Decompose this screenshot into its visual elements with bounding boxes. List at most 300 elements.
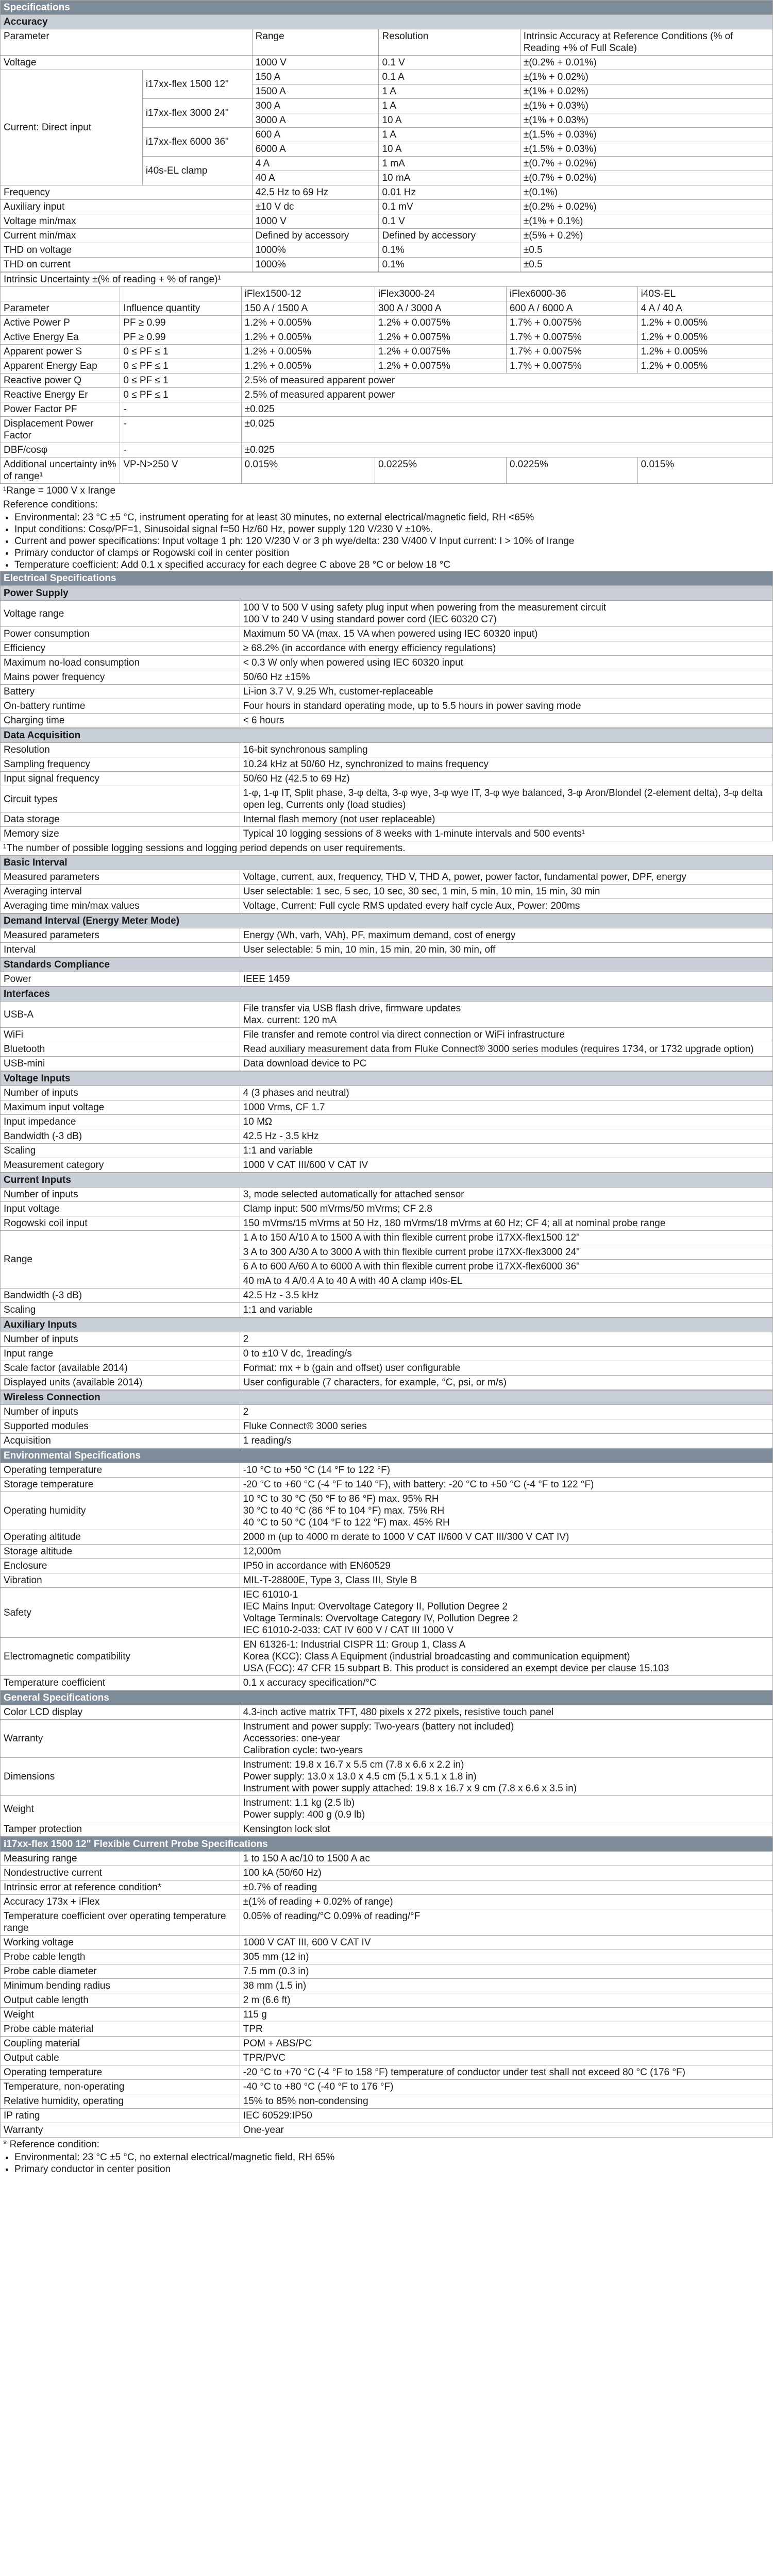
section-title: Power Supply (1, 586, 773, 601)
spec-value (240, 1638, 772, 1676)
spec-label: Operating temperature (1, 2065, 240, 2080)
spec-value (240, 1588, 772, 1638)
table-cell: 0.015% (637, 457, 772, 484)
table-row (1, 899, 773, 913)
spec-label: Tamper protection (1, 1822, 240, 1837)
table-row (1, 1720, 773, 1758)
table-row (1, 1478, 773, 1492)
table-cell: ±0.025 (241, 402, 772, 417)
spec-value: ≥ 68.2% (in accordance with energy efficiency regulations) (240, 641, 772, 656)
table-row (1, 1028, 773, 1042)
table-cell: 1 A (379, 84, 520, 99)
spec-value: 10 MΩ (240, 1115, 772, 1129)
uncertainty-title-row (1, 273, 773, 287)
section-title: i17xx-flex 1500 12" Flexible Current Probe Specifications (1, 1837, 773, 1852)
spec-value: 0.1 x accuracy specification/°C (240, 1676, 772, 1690)
spec-label: Memory size (1, 827, 240, 841)
table-row (1, 1852, 773, 1866)
table-row (1, 316, 773, 330)
table-cell: 0.015% (241, 457, 375, 484)
spec-value: One-year (240, 2123, 772, 2138)
table-row (1, 1964, 773, 1979)
table-row (1, 2037, 773, 2051)
column-header: Resolution (379, 29, 520, 56)
table-cell: 1.2% + 0.005% (637, 330, 772, 345)
table-row (1, 2065, 773, 2080)
spec-label: Warranty (1, 2123, 240, 2138)
table-cell: VP-N>250 V (120, 457, 241, 484)
table-row (1, 827, 773, 841)
spec-value: Li-ion 3.7 V, 9.25 Wh, customer-replaceable (240, 685, 772, 699)
table-row (1, 1202, 773, 1216)
current-inputs-table (0, 1173, 773, 1317)
electrical-header (1, 571, 773, 586)
spec-value (240, 1720, 772, 1758)
table-row (1, 1909, 773, 1936)
spec-label: Storage temperature (1, 1478, 240, 1492)
table-cell: THD on current (1, 258, 253, 272)
table-row (1, 1993, 773, 2008)
spec-value: Format: mx + b (gain and offset) user configurable (240, 1361, 772, 1376)
table-row (1, 870, 773, 885)
table-row (1, 885, 773, 899)
uncertainty-section (0, 272, 773, 571)
spec-value: 1:1 and variable (240, 1144, 772, 1158)
voltage-inputs-table (0, 1071, 773, 1173)
table-row (1, 70, 773, 84)
table-cell: 0.1 mV (379, 200, 520, 214)
table-cell: ±(1% + 0.1%) (520, 214, 772, 229)
spec-label: Output cable length (1, 1993, 240, 2008)
spec-value: 1 A to 150 A/10 A to 1500 A with thin flexible current probe i17XX-flex1500 12" (240, 1231, 772, 1245)
uncertainty-table (0, 272, 773, 484)
table-cell: 0.1 V (379, 214, 520, 229)
section-title: Wireless Connection (1, 1391, 773, 1405)
table-row (1, 1405, 773, 1419)
spec-label: Rogowski coil input (1, 1216, 240, 1231)
reference-item: • Current and power specifications: Input voltage 1 ph: 120 V/230 V or 3 ph wye/delta: 230 V/400 V Input current: I > 10% of Irange (14, 535, 773, 547)
table-row (1, 1419, 773, 1434)
table-row (1, 1979, 773, 1993)
spec-value: Read auxiliary measurement data from Fluke Connect® 3000 series modules (requires 1734, or 1732 upgrade option) (240, 1042, 772, 1057)
table-row (1, 1086, 773, 1100)
accuracy-subheader (1, 15, 773, 29)
reference-item: • Temperature coefficient: Add 0.1 x specified accuracy for each degree C above 28 °C or below 18 °C (14, 559, 773, 571)
cell-line: EN 61326-1: Industrial CISPR 11: Group 1, Class A (243, 1639, 466, 1650)
table-row (1, 1638, 773, 1676)
table-row (1, 786, 773, 812)
spec-value: 16-bit synchronous sampling (240, 743, 772, 757)
table-row (1, 1545, 773, 1559)
spec-label: USB-mini (1, 1057, 240, 1071)
table-cell: 1.7% + 0.0075% (506, 359, 637, 374)
accuracy-header-row (1, 29, 773, 56)
reference-item: • Primary conductor of clamps or Rogowski coil in center position (14, 547, 773, 559)
spec-label: Probe cable material (1, 2022, 240, 2037)
environmental-section (0, 1448, 773, 1690)
probe-name: i40s-EL clamp (142, 157, 252, 185)
section-header-row (1, 1072, 773, 1086)
table-cell: ±(5% + 0.2%) (520, 229, 772, 243)
table-cell: 1.2% + 0.0075% (375, 359, 506, 374)
uncertainty-header-row (1, 301, 773, 316)
table-cell: Active Energy Ea (1, 330, 120, 345)
spec-value: 0 to ±10 V dc, 1reading/s (240, 1347, 772, 1361)
spec-label: Maximum no-load consumption (1, 656, 240, 670)
spec-value: 2 (240, 1405, 772, 1419)
table-row (1, 2008, 773, 2022)
table-cell: 0.1 V (379, 56, 520, 70)
section-title: Demand Interval (Energy Meter Mode) (1, 914, 773, 928)
spec-value: 42.5 Hz - 3.5 kHz (240, 1289, 772, 1303)
table-row (1, 402, 773, 417)
cell-line: 100 V to 500 V using safety plug input when powering from the measurement circuit (243, 602, 607, 613)
spec-label: Charging time (1, 714, 240, 728)
table-row (1, 627, 773, 641)
environmental-table (0, 1448, 773, 1690)
spec-label: Bandwidth (-3 dB) (1, 1129, 240, 1144)
spec-value: User configurable (7 characters, for example, °C, psi, or m/s) (240, 1376, 772, 1390)
table-row (1, 258, 773, 272)
spec-label: Averaging time min/max values (1, 899, 240, 913)
cell-line: Instrument with power supply attached: 19.8 x 16.7 x 9 cm (7.8 x 6.6 x 3.5 in) (243, 1783, 577, 1794)
spec-value: 1000 V CAT III, 600 V CAT IV (240, 1936, 772, 1950)
spec-label: Minimum bending radius (1, 1979, 240, 1993)
table-row (1, 699, 773, 714)
reference-list (0, 512, 773, 571)
table-row (1, 1530, 773, 1545)
table-cell: Frequency (1, 185, 253, 200)
spec-label: Storage altitude (1, 1545, 240, 1559)
table-row (1, 214, 773, 229)
column-header: 300 A / 3000 A (375, 301, 506, 316)
spec-value: Fluke Connect® 3000 series (240, 1419, 772, 1434)
table-row (1, 656, 773, 670)
spec-value: 2000 m (up to 4000 m derate to 1000 V CAT II/600 V CAT III/300 V CAT IV) (240, 1530, 772, 1545)
table-cell: 1.2% + 0.0075% (375, 345, 506, 359)
table-cell: ±(1.5% + 0.03%) (520, 128, 772, 142)
table-cell: 1.7% + 0.0075% (506, 330, 637, 345)
cell-line: Power supply: 13.0 x 13.0 x 4.5 cm (5.1 x 5.1 x 1.8 in) (243, 1771, 477, 1782)
table-row (1, 359, 773, 374)
column-header: Range (252, 29, 379, 56)
spec-value: TPR/PVC (240, 2051, 772, 2065)
table-cell: 1.2% + 0.005% (241, 359, 375, 374)
spec-value: 1 reading/s (240, 1434, 772, 1448)
section-header-row (1, 728, 773, 743)
spec-value: User selectable: 1 sec, 5 sec, 10 sec, 30 sec, 1 min, 5 min, 10 min, 15 min, 30 min (240, 885, 772, 899)
section-header-row (1, 1837, 773, 1852)
table-row (1, 457, 773, 484)
table-cell: 150 A (252, 70, 379, 84)
uncertainty-header-row (1, 287, 773, 301)
accuracy-section (0, 0, 773, 272)
spec-label: Scaling (1, 1303, 240, 1317)
column-header: 4 A / 40 A (637, 301, 772, 316)
column-header: i40S-EL (637, 287, 772, 301)
spec-label: Input range (1, 1347, 240, 1361)
cell-line: USA (FCC): 47 CFR 15 subpart B. This product is considered an exempt device per clause 15.103 (243, 1663, 669, 1674)
table-cell: 0.01 Hz (379, 185, 520, 200)
spec-label: Nondestructive current (1, 1866, 240, 1880)
table-row (1, 1758, 773, 1796)
spec-value: TPR (240, 2022, 772, 2037)
table-cell: 3000 A (252, 113, 379, 128)
spec-value: 2 m (6.6 ft) (240, 1993, 772, 2008)
spec-label: Measured parameters (1, 870, 240, 885)
table-row (1, 757, 773, 772)
table-row (1, 1434, 773, 1448)
spec-label: Weight (1, 1796, 240, 1822)
spec-label: Scale factor (available 2014) (1, 1361, 240, 1376)
spec-label: Intrinsic error at reference condition* (1, 1880, 240, 1895)
section-title: Electrical Specifications (1, 571, 773, 586)
table-row (1, 812, 773, 827)
spec-value: File transfer and remote control via direct connection or WiFi infrastructure (240, 1028, 772, 1042)
spec-label: Input voltage (1, 1202, 240, 1216)
table-cell: 6000 A (252, 142, 379, 157)
spec-label: Temperature coefficient (1, 1676, 240, 1690)
standards-table (0, 957, 773, 987)
section-header-row (1, 958, 773, 972)
table-row (1, 1492, 773, 1530)
cell-line: IEC 61010-1 (243, 1589, 298, 1600)
spec-label: Scaling (1, 1144, 240, 1158)
spec-value: 42.5 Hz - 3.5 kHz (240, 1129, 772, 1144)
cell-line: Korea (KCC): Class A Equipment (industrial broadcasting and communication equipment) (243, 1651, 630, 1662)
table-row (1, 743, 773, 757)
table-row (1, 670, 773, 685)
section-header-row (1, 1449, 773, 1463)
cell-line: Power supply: 400 g (0.9 lb) (243, 1809, 365, 1820)
table-cell: PF ≥ 0.99 (120, 330, 241, 345)
spec-label: Number of inputs (1, 1405, 240, 1419)
spec-value: 40 mA to 4 A/0.4 A to 40 A with 40 A clamp i40s-EL (240, 1274, 772, 1289)
table-cell: 1 mA (379, 157, 520, 171)
table-row (1, 1573, 773, 1588)
column-header: iFlex6000-36 (506, 287, 637, 301)
spec-value: 7.5 mm (0.3 in) (240, 1964, 772, 1979)
spec-value: POM + ABS/PC (240, 2037, 772, 2051)
table-cell: 10 A (379, 113, 520, 128)
cell-line: Instrument: 1.1 kg (2.5 lb) (243, 1798, 355, 1808)
column-header: Intrinsic Accuracy at Reference Conditions (% of Reading +% of Full Scale) (520, 29, 772, 56)
table-row (1, 714, 773, 728)
table-cell: 600 A (252, 128, 379, 142)
spec-label: Measured parameters (1, 928, 240, 943)
spec-label: Electromagnetic compatibility (1, 1638, 240, 1676)
table-cell: Active Power P (1, 316, 120, 330)
electrical-title-table (0, 571, 773, 586)
table-cell: 0 ≤ PF ≤ 1 (120, 359, 241, 374)
section-header-row (1, 987, 773, 1002)
table-row (1, 1289, 773, 1303)
table-row (1, 1158, 773, 1173)
spec-label: Circuit types (1, 786, 240, 812)
spec-label: Accuracy 173x + iFlex (1, 1895, 240, 1909)
spec-label: Number of inputs (1, 1188, 240, 1202)
column-header: iFlex3000-24 (375, 287, 506, 301)
table-row (1, 417, 773, 443)
footnote: ¹The number of possible logging sessions and logging period depends on user requirements. (3, 843, 406, 854)
section-title: Basic Interval (1, 856, 773, 870)
spec-label: Power (1, 972, 240, 987)
table-row (1, 1057, 773, 1071)
table-cell: ±(1% + 0.02%) (520, 84, 772, 99)
reference-list (0, 2151, 773, 2175)
section-title: Voltage Inputs (1, 1072, 773, 1086)
table-row (1, 229, 773, 243)
spec-value: 50/60 Hz ±15% (240, 670, 772, 685)
table-cell: Current min/max (1, 229, 253, 243)
spec-value: Maximum 50 VA (max. 15 VA when powered using IEC 60320 input) (240, 627, 772, 641)
table-row (1, 1895, 773, 1909)
spec-value: Voltage, current, aux, frequency, THD V, THD A, power, power factor, fundamental power, DPF, energy (240, 870, 772, 885)
table-cell: 1000 V (252, 56, 379, 70)
table-cell: Additional uncertainty in% of range¹ (1, 457, 120, 484)
spec-value: IP50 in accordance with EN60529 (240, 1559, 772, 1573)
table-row (1, 443, 773, 457)
table-cell: 1000 V (252, 214, 379, 229)
table-cell: 1.2% + 0.0075% (375, 316, 506, 330)
column-header: 600 A / 6000 A (506, 301, 637, 316)
spec-value: 1000 Vrms, CF 1.7 (240, 1100, 772, 1115)
table-cell: 1000% (252, 258, 379, 272)
section-header-row (1, 586, 773, 601)
spec-label: Output cable (1, 2051, 240, 2065)
table-row (1, 1796, 773, 1822)
spec-label: Operating altitude (1, 1530, 240, 1545)
spec-label: USB-A (1, 1002, 240, 1028)
table-row (1, 1144, 773, 1158)
table-cell: ±(1.5% + 0.03%) (520, 142, 772, 157)
table-cell: 2.5% of measured apparent power (241, 374, 772, 388)
accuracy-table (0, 0, 773, 272)
column-header: iFlex1500-12 (241, 287, 375, 301)
spec-label: Maximum input voltage (1, 1100, 240, 1115)
table-row (1, 330, 773, 345)
spec-label: Temperature, non-operating (1, 2080, 240, 2094)
table-cell: ±(0.7% + 0.02%) (520, 157, 772, 171)
table-row (1, 1188, 773, 1202)
section-title: Accuracy (1, 15, 773, 29)
spec-value: 38 mm (1.5 in) (240, 1979, 772, 1993)
spec-value: < 6 hours (240, 714, 772, 728)
spec-label: Probe cable diameter (1, 1964, 240, 1979)
section-title: Interfaces (1, 987, 773, 1002)
spec-label: Safety (1, 1588, 240, 1638)
table-row (1, 345, 773, 359)
spec-value: 1:1 and variable (240, 1303, 772, 1317)
table-cell: Defined by accessory (252, 229, 379, 243)
spec-label: Voltage range (1, 601, 240, 627)
table-cell: 1.2% + 0.0075% (375, 330, 506, 345)
data-acquisition-table (0, 728, 773, 841)
spec-label: Sampling frequency (1, 757, 240, 772)
table-cell: THD on voltage (1, 243, 253, 258)
table-cell: ±(0.2% + 0.02%) (520, 200, 772, 214)
section-title: Data Acquisition (1, 728, 773, 743)
power-supply-table (0, 586, 773, 728)
specifications-header (1, 1, 773, 15)
table-cell: - (120, 402, 241, 417)
interfaces-table (0, 987, 773, 1071)
table-cell: 10 A (379, 142, 520, 157)
spec-label: Weight (1, 2008, 240, 2022)
spec-value: 1-φ, 1-φ IT, Split phase, 3-φ delta, 3-φ wye, 3-φ wye IT, 3-φ wye balanced, 3-φ Aron/Blondel (2-element delta), 3-φ delta open leg, Currents only (load studies) (240, 786, 772, 812)
table-cell: Voltage min/max (1, 214, 253, 229)
table-cell: ±(0.2% + 0.01%) (520, 56, 772, 70)
section-title: Current Inputs (1, 1173, 773, 1188)
table-row (1, 1880, 773, 1895)
spec-value: Typical 10 logging sessions of 8 weeks with 1-minute intervals and 500 events¹ (240, 827, 772, 841)
table-cell: Voltage (1, 56, 253, 70)
section-header-row (1, 1691, 773, 1705)
table-cell: 1.2% + 0.005% (637, 345, 772, 359)
spec-value: 10.24 kHz at 50/60 Hz, synchronized to mains frequency (240, 757, 772, 772)
table-row (1, 1936, 773, 1950)
spec-value: 12,000m (240, 1545, 772, 1559)
table-cell: 1.2% + 0.005% (637, 359, 772, 374)
table-row (1, 388, 773, 402)
table-row (1, 641, 773, 656)
spec-value: 3 A to 300 A/30 A to 3000 A with thin flexible current probe i17XX-flex3000 24" (240, 1245, 772, 1260)
table-cell: ±(1% + 0.03%) (520, 99, 772, 113)
general-table (0, 1690, 773, 1837)
spec-label: Number of inputs (1, 1086, 240, 1100)
table-row (1, 2123, 773, 2138)
table-cell: 1 A (379, 99, 520, 113)
cell-line: IEC 61010-2-033: CAT IV 600 V / CAT III 1000 V (243, 1625, 454, 1636)
table-row (1, 2094, 773, 2109)
table-cell: ±(1% + 0.02%) (520, 70, 772, 84)
table-row (1, 1347, 773, 1361)
reference-title: * Reference condition: (3, 2139, 99, 2150)
table-cell: Defined by accessory (379, 229, 520, 243)
table-row (1, 1129, 773, 1144)
spec-value: -40 °C to +80 °C (-40 °F to 176 °F) (240, 2080, 772, 2094)
cell-line: 100 V to 240 V using standard power cord (IEC 60320 C7) (243, 614, 497, 625)
spec-label: Input signal frequency (1, 772, 240, 786)
table-row (1, 1332, 773, 1347)
spec-label: Vibration (1, 1573, 240, 1588)
flex-probe-section (0, 1837, 773, 2175)
table-row (1, 772, 773, 786)
section-header-row (1, 1318, 773, 1332)
table-cell: ±10 V dc (252, 200, 379, 214)
table-cell: 0 ≤ PF ≤ 1 (120, 345, 241, 359)
table-cell: - (120, 417, 241, 443)
general-section (0, 1690, 773, 1837)
spec-value: 3, mode selected automatically for attached sensor (240, 1188, 772, 1202)
table-cell: ±(0.7% + 0.02%) (520, 171, 772, 185)
spec-label: Supported modules (1, 1419, 240, 1434)
probe-name: i17xx-flex 6000 36" (142, 128, 252, 157)
spec-value: Voltage, Current: Full cycle RMS updated every half cycle Aux, Power: 200ms (240, 899, 772, 913)
spec-label: Efficiency (1, 641, 240, 656)
spec-label: Operating temperature (1, 1463, 240, 1478)
spec-label: Range (1, 1231, 240, 1289)
probe-name: i17xx-flex 3000 24" (142, 99, 252, 128)
spec-label: Resolution (1, 743, 240, 757)
table-cell: 1.2% + 0.005% (637, 316, 772, 330)
table-cell: 40 A (252, 171, 379, 185)
reference-item: • Input conditions: Cosφ/PF=1, Sinusoidal signal f=50 Hz/60 Hz, power supply 120 V/230 V ±10%. (14, 523, 773, 535)
table-cell: Apparent power S (1, 345, 120, 359)
table-row (1, 1361, 773, 1376)
demand-interval-table (0, 913, 773, 957)
column-header: Influence quantity (120, 301, 241, 316)
